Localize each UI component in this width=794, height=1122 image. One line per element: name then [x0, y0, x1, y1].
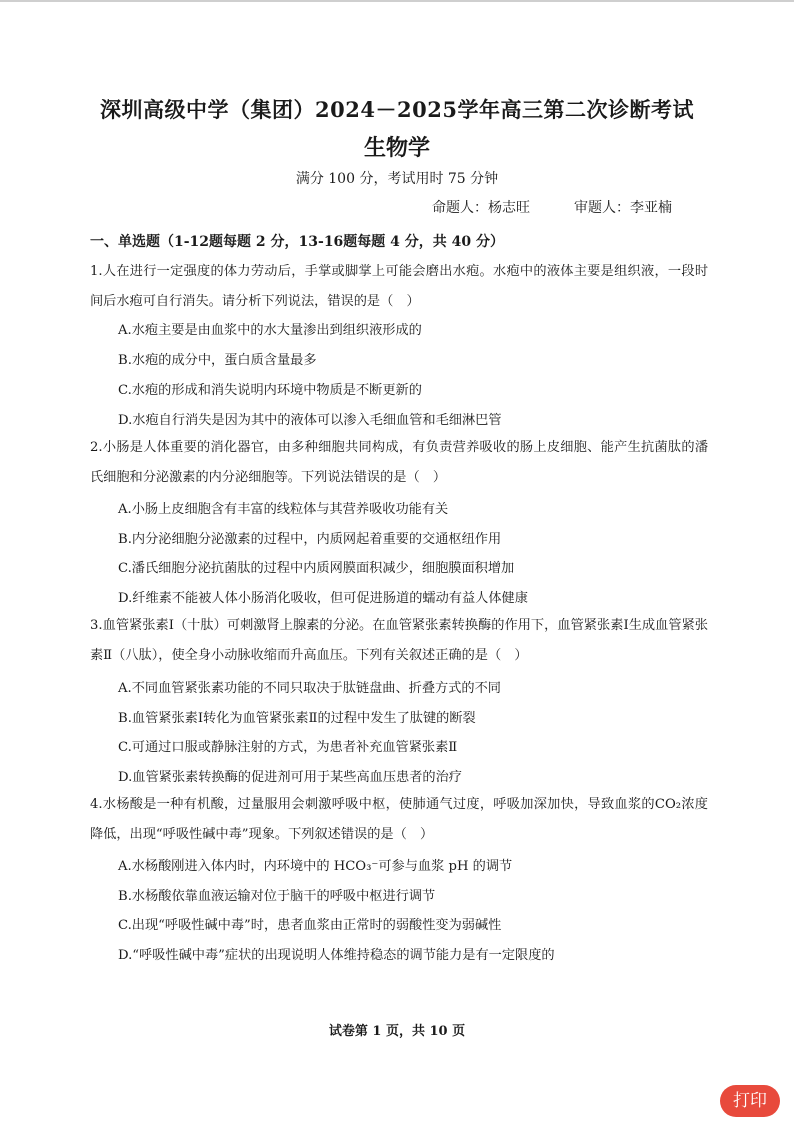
question-2-option-b: B.内分泌细胞分泌激素的过程中，内质网起着重要的交通枢纽作用 — [118, 532, 502, 547]
question-1-option-c: C.水疱的形成和消失说明内环境中物质是不断更新的 — [118, 383, 422, 398]
reviewer-label: 审题人：李亚楠 — [574, 200, 672, 216]
question-4-option-d: D.“呼吸性碱中毒”症状的出现说明人体维持稳态的调节能力是有一定限度的 — [118, 948, 555, 963]
exam-meta: 满分 100 分，考试用时 75 分钟 — [295, 171, 499, 187]
question-1-option-b: B.水疱的成分中，蛋白质含量最多 — [118, 353, 317, 368]
exam-title: 深圳高级中学（集团）2024－2025学年高三第二次诊断考试 — [100, 97, 694, 122]
question-4-option-b: B.水杨酸依靠血液运输对位于脑干的呼吸中枢进行调节 — [118, 889, 436, 904]
question-3-option-d: D.血管紧张素转换酶的促进剂可用于某些高血压患者的治疗 — [118, 770, 462, 785]
question-3-option-c: C.可通过口服或静脉注射的方式，为患者补充血管紧张素Ⅱ — [118, 740, 458, 755]
top-border — [0, 0, 794, 2]
question-3-option-b: B.血管紧张素Ⅰ转化为血管紧张素Ⅱ的过程中发生了肽键的断裂 — [118, 711, 476, 726]
print-button[interactable]: 打印 — [720, 1085, 780, 1117]
question-1-option-a: A.水疱主要是由血浆中的水大量渗出到组织液形成的 — [118, 323, 422, 338]
question-1-stem: 1.人在进行一定强度的体力劳动后，手掌或脚掌上可能会磨出水疱。水疱中的液体主要是组织液，一段时间后水疱可自行消失。请分析下列说法，错误的是（ ） — [90, 264, 708, 309]
question-4-option-a: A.水杨酸刚进入体内时，内环境中的 HCO₃⁻可参与血浆 pH 的调节 — [118, 859, 513, 874]
question-4-stem: 4.水杨酸是一种有机酸，过量服用会刺激呼吸中枢，使肺通气过度，呼吸加深加快，导致血浆的CO₂浓度降低，出现“呼吸性碱中毒”现象。下列叙述错误的是（ ） — [90, 797, 708, 842]
question-3-option-a: A.不同血管紧张素功能的不同只取决于肽链盘曲、折叠方式的不同 — [118, 681, 501, 696]
question-3-stem: 3.血管紧张素Ⅰ（十肽）可刺激肾上腺素的分泌。在血管紧张素转换酶的作用下，血管紧张素Ⅰ生成血管紧张素Ⅱ（八肽），使全身小动脉收缩而升高血压。下列有关叙述正确的是（ ） — [90, 618, 708, 663]
authors-line — [432, 197, 672, 217]
question-2-option-d: D.纤维素不能被人体小肠消化吸收，但可促进肠道的蠕动有益人体健康 — [118, 591, 528, 606]
question-2-option-c: C.潘氏细胞分泌抗菌肽的过程中内质网膜面积减少，细胞膜面积增加 — [118, 561, 515, 576]
page-footer: 试卷第 1 页，共 10 页 — [328, 1024, 466, 1039]
author-label: 命题人：杨志旺 — [432, 200, 530, 216]
subject-title: 生物学 — [363, 135, 430, 161]
question-2-stem: 2.小肠是人体重要的消化器官，由多种细胞共同构成，有负责营养吸收的肠上皮细胞、能产生抗菌肽的潘氏细胞和分泌激素的内分泌细胞等。下列说法错误的是（ ） — [90, 440, 708, 485]
question-2-option-a: A.小肠上皮细胞含有丰富的线粒体与其营养吸收功能有关 — [118, 502, 449, 517]
section-title: 一、单选题（1-12题每题 2 分，13-16题每题 4 分，共 40 分） — [90, 234, 505, 250]
question-1-option-d: D.水疱自行消失是因为其中的液体可以渗入毛细血管和毛细淋巴管 — [118, 413, 502, 428]
question-4-option-c: C.出现“呼吸性碱中毒”时，患者血浆由正常时的弱酸性变为弱碱性 — [118, 918, 502, 933]
